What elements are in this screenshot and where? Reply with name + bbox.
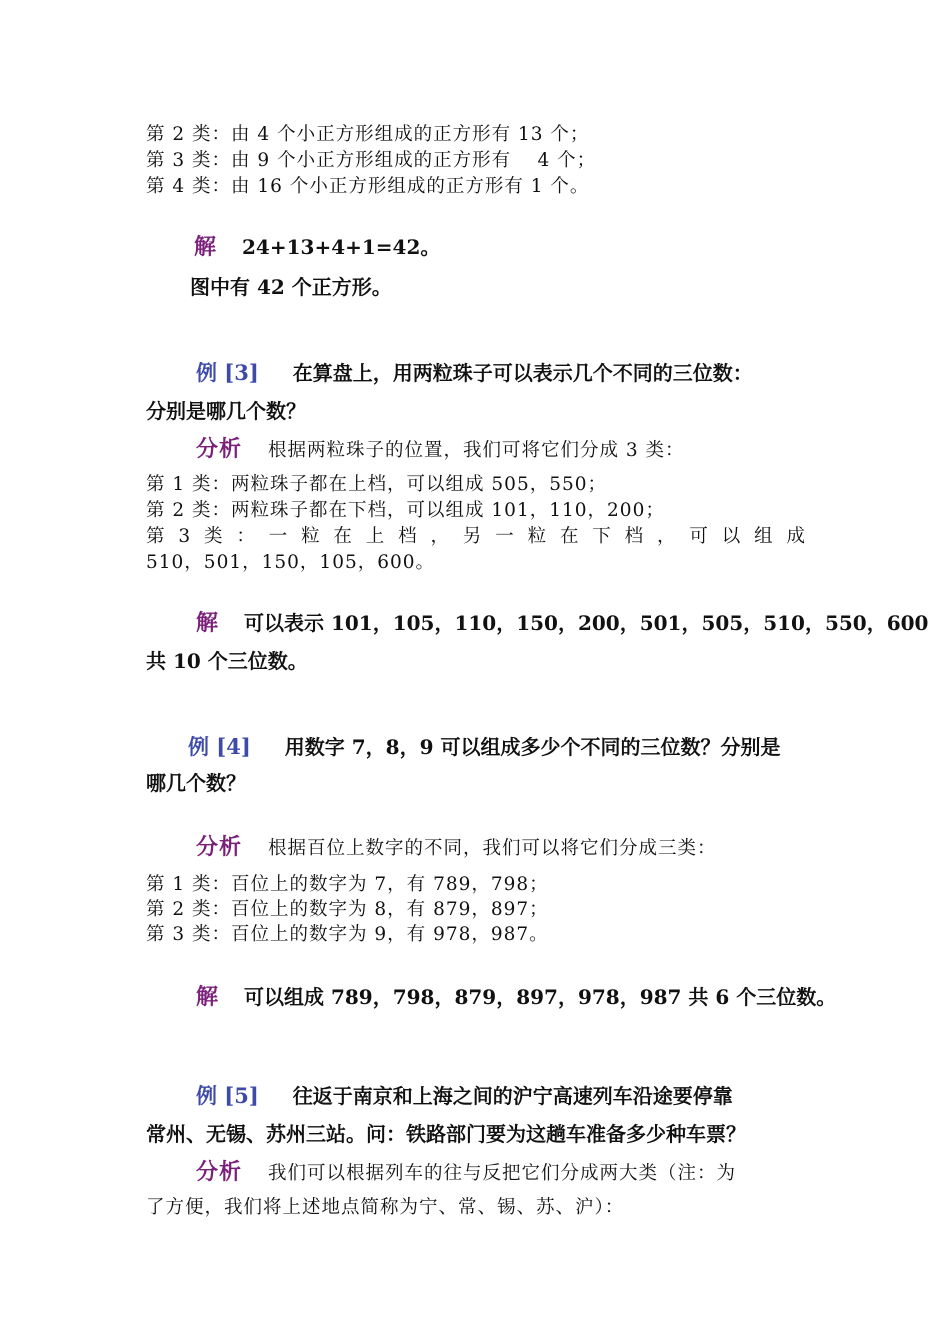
cat3-char: 另	[462, 526, 483, 547]
example5-question-line2: 常州、无锡、苏州三站。问：铁路部门要为这趟车准备多少种车票？	[146, 1122, 746, 1146]
example5-label: 例 [5]	[196, 1083, 259, 1108]
cat3-char: 一	[268, 526, 289, 547]
example3-analysis-text: 根据两粒珠子的位置，我们可将它们分成 3 类：	[268, 440, 685, 461]
example4-solution-label: 解	[196, 984, 219, 1010]
example3-solution-line2: 共 10 个三位数。	[146, 649, 308, 673]
example5-question-line1: 往返于南京和上海之间的沪宁高速列车沿途要停靠	[292, 1084, 733, 1108]
example4-analysis-label: 分析	[196, 834, 243, 860]
example3-category-3	[146, 524, 806, 550]
example5-analysis-row	[196, 1159, 736, 1187]
example3-analysis-row	[196, 436, 685, 464]
example3-solution-row	[196, 610, 928, 636]
cat3-char: 档	[624, 526, 645, 547]
answer-text: 图中有 42 个正方形。	[190, 275, 392, 299]
cat3-char: 类	[203, 526, 224, 547]
example3-question-row	[196, 360, 753, 386]
category-line-3: 第 3 类：由 9 个小正方形组成的正方形有 4 个；	[146, 150, 597, 171]
example4-category-3: 第 3 类：百位上的数字为 9，有 978，987。	[146, 924, 549, 945]
example4-solution-row	[196, 984, 836, 1010]
cat3-char: 组	[754, 526, 774, 547]
category-line-4: 第 4 类：由 16 个小正方形组成的正方形有 1 个。	[146, 176, 590, 197]
category-line-2: 第 2 类：由 4 个小正方形组成的正方形有 13 个；	[146, 124, 590, 145]
example5-analysis-label: 分析	[196, 1159, 243, 1185]
cat3-char: 可	[689, 526, 709, 547]
example4-analysis-text: 根据百位上数字的不同，我们可以将它们分成三类：	[268, 838, 717, 859]
example4-solution-text: 可以组成 789，798，879，897，978，987 共 6 个三位数。	[244, 985, 837, 1009]
example3-label: 例 [3]	[196, 360, 259, 385]
example4-category-2: 第 2 类：百位上的数字为 8，有 879，897；	[146, 899, 549, 920]
example3-category-3-line2: 510，501，150，105，600。	[146, 552, 436, 573]
example4-question-line1: 用数字 7，8，9 可以组成多少个不同的三位数？分别是	[284, 735, 781, 759]
cat3-char: 一	[495, 526, 515, 547]
cat3-char: 粒	[527, 526, 548, 547]
cat3-char: 以	[721, 526, 742, 547]
example3-solution-line1: 可以表示 101，105，110，150，200，501，505，510，550，600	[244, 611, 929, 635]
cat3-char: 上	[365, 526, 386, 547]
solution-text: 24+13+4+1=42。	[242, 235, 441, 259]
example3-question-line2: 分别是哪几个数？	[146, 399, 306, 423]
example3-solution-label: 解	[196, 610, 219, 636]
cat3-char: 3	[178, 526, 192, 547]
cat3-char: 下	[592, 526, 612, 547]
example3-analysis-label: 分析	[196, 436, 243, 462]
cat3-char: ，	[430, 526, 451, 547]
cat3-char: 第	[146, 526, 166, 547]
cat3-char: 档	[398, 526, 418, 547]
example5-analysis-line2: 了方便，我们将上述地点简称为宁、常、锡、苏、沪）：	[146, 1197, 625, 1218]
cat3-char: ：	[236, 526, 256, 547]
example4-question-row	[188, 734, 780, 760]
cat3-char: 粒	[301, 526, 321, 547]
cat3-char: 在	[333, 526, 353, 547]
example3-category-2: 第 2 类：两粒珠子都在下档，可以组成 101，110，200；	[146, 500, 665, 521]
cat3-char: 在	[559, 526, 580, 547]
example5-question-row	[196, 1083, 733, 1109]
example4-label: 例 [4]	[188, 734, 251, 759]
example4-question-line2: 哪几个数？	[146, 771, 246, 795]
solution-row	[194, 234, 440, 260]
cat3-char: 成	[786, 526, 806, 547]
cat3-char: ，	[657, 526, 677, 547]
solution-label: 解	[194, 234, 217, 260]
example4-analysis-row	[196, 834, 717, 862]
example3-question-line1: 在算盘上，用两粒珠子可以表示几个不同的三位数：	[292, 361, 753, 385]
example5-analysis-line1: 我们可以根据列车的往与反把它们分成两大类（注：为	[268, 1163, 737, 1184]
example3-category-1: 第 1 类：两粒珠子都在上档，可以组成 505，550；	[146, 474, 608, 495]
example4-category-1: 第 1 类：百位上的数字为 7，有 789，798；	[146, 874, 549, 895]
